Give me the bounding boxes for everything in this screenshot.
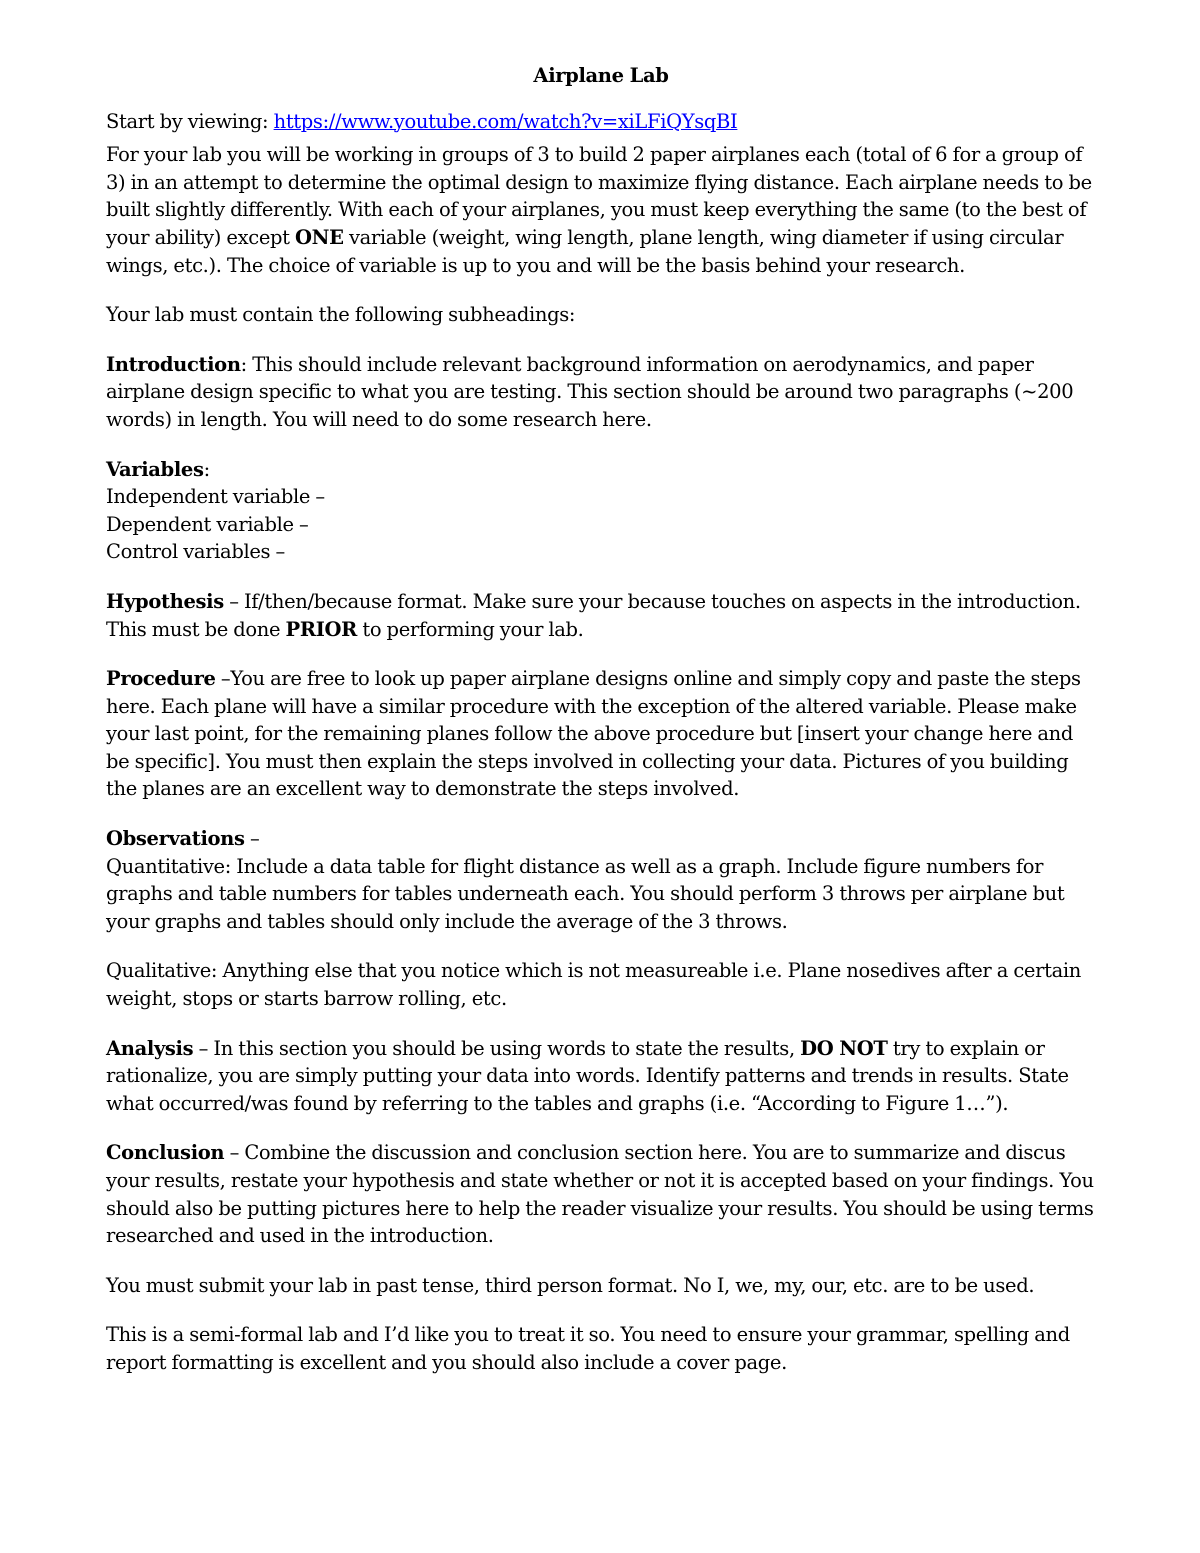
youtube-link[interactable]: https://www.youtube.com/watch?v=xiLFiQYsqBI bbox=[273, 109, 738, 133]
independent-variable: Independent variable – bbox=[106, 485, 325, 509]
analysis-text: – In this section you should be using words to state the results, bbox=[193, 1036, 801, 1060]
procedure-text: –You are free to look up paper airplane designs online and simply copy and paste the steps here. Each plane will have a similar procedure with the exception of the altered variable. Please make your last point, for the remaining planes follow the above procedure but [insert your change here and be specific]. You must then explain the steps involved in collecting your data. Pictures of you building the planes are an excellent way to demonstrate the steps involved. bbox=[106, 667, 1081, 801]
variables-section bbox=[106, 456, 1096, 566]
intro-paragraph bbox=[106, 141, 1096, 279]
conclusion-section bbox=[106, 1139, 1096, 1249]
control-variables: Control variables – bbox=[106, 540, 285, 564]
variables-colon: : bbox=[203, 457, 210, 481]
intro-one-emphasis: ONE bbox=[294, 225, 344, 249]
subheadings-intro: Your lab must contain the following subheadings: bbox=[106, 303, 576, 327]
variables-heading-line bbox=[106, 456, 1096, 484]
conclusion-heading: Conclusion bbox=[106, 1141, 225, 1165]
introduction-heading: Introduction bbox=[106, 352, 241, 376]
hypothesis-section bbox=[106, 588, 1096, 643]
start-line bbox=[106, 108, 1096, 136]
analysis-heading: Analysis bbox=[106, 1036, 194, 1060]
qualitative-text: Qualitative: Anything else that you notice which is not measureable i.e. Plane nosedives after a certain weight, stops or starts barrow rolling, etc. bbox=[106, 959, 1081, 1011]
analysis-text-end: try to explain or rationalize, you are simply putting your data into words. Identify patterns and trends in results. State what occurred/was found by referring to the tables and graphs (i.e. “According to Figure 1…”). bbox=[106, 1036, 1069, 1115]
intro-text-end: variable (weight, wing length, plane length, wing diameter if using circular wings, etc.). The choice of variable is up to you and will be the basis behind your research. bbox=[106, 225, 1064, 277]
variables-heading: Variables bbox=[106, 457, 204, 481]
observations-section bbox=[106, 825, 1096, 935]
analysis-section bbox=[106, 1035, 1096, 1118]
observations-heading: Observations bbox=[106, 827, 245, 851]
introduction-text: : This should include relevant background information on aerodynamics, and paper airplane design specific to what you are testing. This section should be around two paragraphs (~200 words) in length. You will need to do some research here. bbox=[106, 352, 1074, 431]
observations-heading-line bbox=[106, 825, 1096, 853]
hypothesis-text: – If/then/because format. Make sure your because touches on aspects in the introduction. This must be done bbox=[106, 589, 1081, 641]
procedure-heading: Procedure bbox=[106, 667, 216, 691]
observations-dash: – bbox=[244, 827, 260, 851]
final-note: This is a semi-formal lab and I’d like you to treat it so. You need to ensure your grammar, spelling and report formatting is excellent and you should also include a cover page. bbox=[106, 1323, 1070, 1374]
introduction-section bbox=[106, 351, 1096, 434]
dependent-variable: Dependent variable – bbox=[106, 512, 309, 536]
start-label: Start by viewing: bbox=[106, 109, 274, 133]
submit-note: You must submit your lab in past tense, third person format. No I, we, my, our, etc. are to be used. bbox=[106, 1273, 1035, 1297]
hypothesis-prior-emphasis: PRIOR bbox=[285, 617, 357, 641]
procedure-section bbox=[106, 665, 1096, 803]
page-title: Airplane Lab bbox=[533, 64, 669, 87]
intro-text: For your lab you will be working in groups of 3 to build 2 paper airplanes each (total of 6 for a group of 3) in an attempt to determine the optimal design to maximize flying distance. Each airplane needs to be built slightly differently. With each of your airplanes, you must keep everything the same (to the best of your ability) except bbox=[106, 143, 1092, 249]
hypothesis-heading: Hypothesis bbox=[106, 589, 224, 613]
document-page bbox=[106, 60, 1096, 1399]
hypothesis-text-end: to performing your lab. bbox=[356, 617, 584, 641]
analysis-do-not-emphasis: DO NOT bbox=[800, 1036, 888, 1060]
conclusion-text: – Combine the discussion and conclusion section here. You are to summarize and discus your results, restate your hypothesis and state whether or not it is accepted based on your findings. You should also be putting pictures here to help the reader visualize your results. You should be using terms researched and used in the introduction. bbox=[106, 1141, 1094, 1248]
quantitative-text: Quantitative: Include a data table for flight distance as well as a graph. Include figure numbers for graphs and table numbers for tables underneath each. You should perform 3 throws per airplane but your graphs and tables should only include the average of the 3 throws. bbox=[106, 854, 1065, 933]
